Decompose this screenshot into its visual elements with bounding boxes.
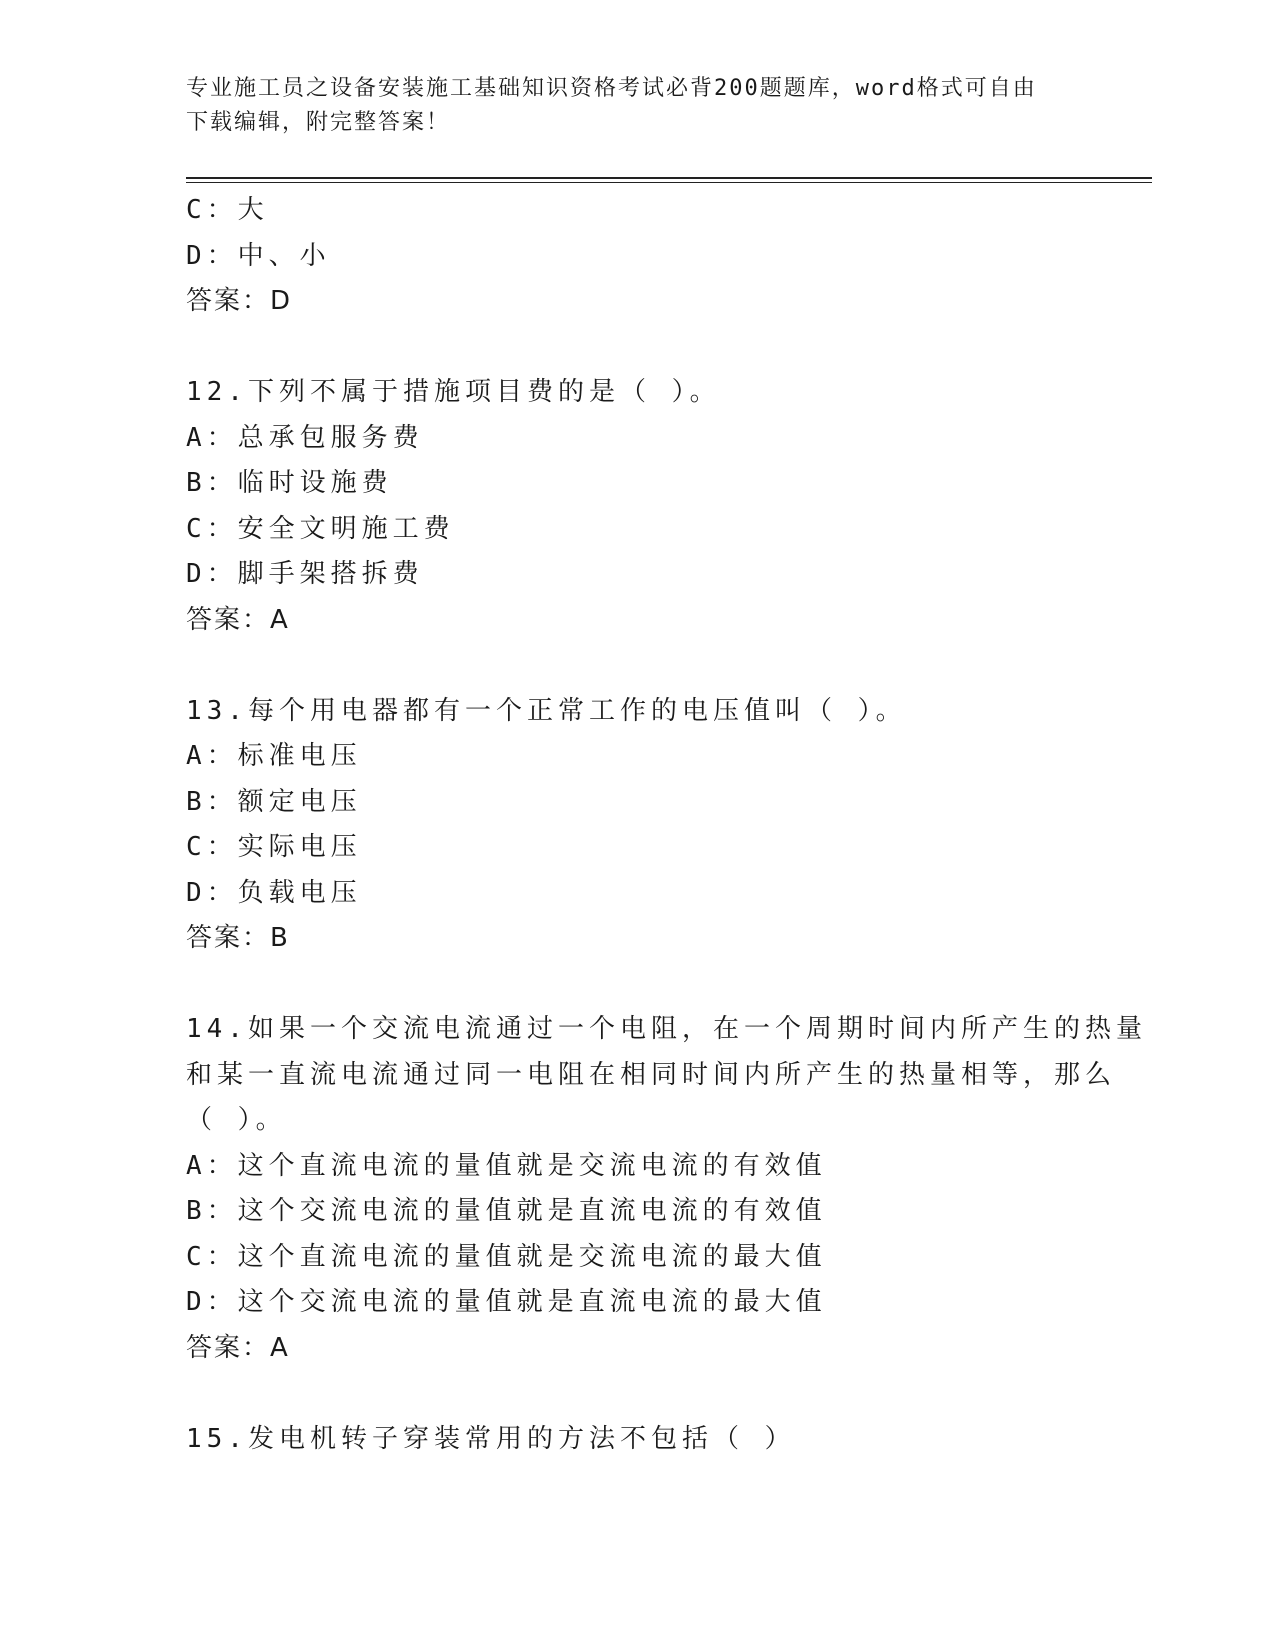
option-b: B：这个交流电流的量值就是直流电流的有效值 [186,1196,827,1226]
option-b: B：临时设施费 [186,468,393,498]
option-a: A：标准电压 [186,741,362,771]
answer-line: 答案：D [186,286,293,316]
question-11-continuation [186,188,1086,325]
page-header [186,72,1066,140]
header-line-1: 专业施工员之设备安装施工基础知识资格考试必背200题题库，word格式可自由 [186,76,1037,101]
question-stem-line-2: 和某一直流电流通过同一电阻在相同时间内所产生的热量相等，那么 [186,1059,1117,1090]
answer-line: 答案：A [186,1332,290,1363]
option-a: A：总承包服务费 [186,422,424,453]
option-a: A：这个直流电流的量值就是交流电流的有效值 [186,1150,827,1181]
answer-line: 答案：A [186,604,290,635]
question-15 [186,1417,1086,1463]
option-d: D：中、小 [186,240,331,271]
header-line-2: 下载编辑，附完整答案！ [186,110,451,135]
question-13 [186,689,1086,962]
option-d: D：这个交流电流的量值就是直流电流的最大值 [186,1287,827,1317]
answer-line: 答案：B [186,923,290,953]
option-c: C：实际电压 [186,832,362,862]
question-stem: 15.发电机转子穿装常用的方法不包括（ ） [186,1423,796,1454]
question-12 [186,370,1086,643]
spacer [186,325,1086,371]
question-stem-line-1: 14.如果一个交流电流通过一个电阻，在一个周期时间内所产生的热量 [186,1014,1147,1044]
question-stem-line-3: （ ）。 [186,1105,287,1135]
option-c: C：这个直流电流的量值就是交流电流的最大值 [186,1241,827,1272]
spacer [186,643,1086,689]
option-c: C：大 [186,195,269,225]
option-d: D：脚手架搭拆费 [186,559,424,589]
spacer [186,1371,1086,1417]
option-c: C：安全文明施工费 [186,513,455,544]
option-b: B：额定电压 [186,786,362,817]
question-14 [186,1007,1147,1371]
question-stem: 12.下列不属于措施项目费的是（ ）。 [186,377,721,407]
header-divider [186,177,1152,183]
question-content [186,188,1147,1462]
question-stem: 13.每个用电器都有一个正常工作的电压值叫（ ）。 [186,695,907,726]
spacer [186,962,1086,1008]
option-d: D：负载电压 [186,877,362,908]
